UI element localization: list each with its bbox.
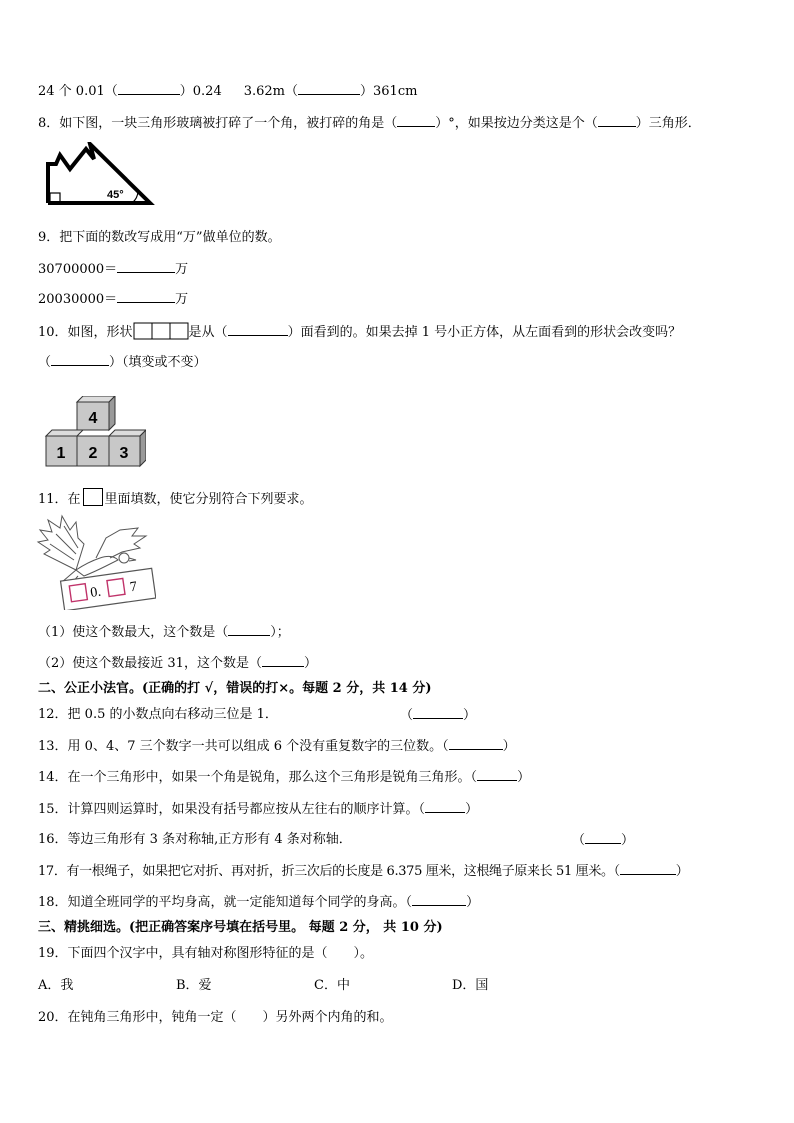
q9-line-1: 30700000＝ 万 [38, 262, 189, 277]
answer-blank[interactable] [413, 706, 463, 719]
question-17: 17．有一根绳子，如果把它对折、再对折，折三次后的长度是 6.375 厘米，这根绳子原来长 51 厘米。（ ） [38, 864, 689, 879]
question-19: 19．下面四个汉字中，具有轴对称图形特征的是（ ）。 [38, 946, 374, 961]
bird-card-illustration [36, 514, 156, 610]
question-20: 20．在钝角三角形中，钝角一定（ ）另外两个内角的和。 [38, 1010, 393, 1025]
question-9: 9．把下面的数改写成用“万”做单位的数。 [38, 230, 281, 245]
answer-blank[interactable] [620, 862, 676, 875]
card-text: 7 [129, 579, 139, 596]
answer-blank[interactable] [262, 654, 304, 667]
shape-three-squares [133, 322, 189, 340]
answer-blank[interactable] [412, 893, 466, 906]
question-10: 10．如图，形状 是从（ ）面看到的。如果去掉 1 号小正方体，从左面看到的形状会改变吗？ [38, 322, 681, 342]
option-d[interactable]: D．国 [452, 978, 489, 993]
fill-box-icon [83, 488, 103, 506]
answer-blank[interactable] [51, 353, 109, 366]
answer-blank[interactable] [228, 323, 288, 336]
question-12: 12．把 0.5 的小数点向右移动三位是 1． [38, 707, 278, 722]
right-angle-mark [50, 193, 60, 202]
card-text: 0. [89, 584, 103, 601]
answer-blank[interactable] [585, 831, 621, 844]
broken-triangle-figure [44, 142, 156, 206]
question-15: 15．计算四则运算时，如果没有括号都应按从左往右的顺序计算。（ ） [38, 802, 479, 817]
answer-paren: （ ） [572, 833, 635, 848]
q7-line: 24 个 0.01（ ）0.24 3.62m（ ）361cm [38, 84, 418, 99]
question-16: 16．等边三角形有 3 条对称轴,正方形有 4 条对称轴． [38, 832, 352, 847]
answer-blank[interactable] [477, 768, 517, 781]
option-a[interactable]: A．我 [38, 978, 74, 993]
answer-blank[interactable] [228, 623, 270, 636]
answer-blank[interactable] [449, 737, 503, 750]
q11-sub-2: （2）使这个数最接近 31，这个数是（ ） [38, 656, 317, 671]
q11-sub-1: （1）使这个数最大，这个数是（ ）； [38, 625, 290, 640]
question-14: 14．在一个三角形中，如果一个角是锐角，那么这个三角形是锐角三角形。（ ） [38, 770, 531, 785]
cube-label: 4 [88, 410, 98, 427]
q9-line-2: 20030000＝ 万 [38, 292, 189, 307]
option-b[interactable]: B．爱 [176, 978, 212, 993]
cube-label: 1 [56, 445, 66, 462]
cube-stack-figure [44, 396, 146, 468]
question-18: 18．知道全班同学的平均身高，就一定能知道每个同学的身高。（ ） [38, 895, 480, 910]
question-8: 8．如下图，一块三角形玻璃被打碎了一个角，被打碎的角是（ ）°，如果按边分类这是个（ ）三角形． [38, 116, 701, 131]
cube-label: 3 [119, 445, 129, 462]
answer-paren: （ ） [400, 708, 477, 723]
answer-blank[interactable] [118, 82, 180, 95]
angle-label: 45° [107, 189, 124, 201]
section-3-heading: 三、精挑细选。(把正确答案序号填在括号里。 每题 2 分， 共 10 分) [38, 920, 443, 935]
answer-blank[interactable] [397, 114, 435, 127]
answer-blank[interactable] [598, 114, 636, 127]
answer-blank[interactable] [117, 290, 175, 303]
question-13: 13．用 0、4、7 三个数字一共可以组成 6 个没有重复数字的三位数。（ ） [38, 739, 516, 754]
answer-blank[interactable] [425, 800, 465, 813]
answer-blank[interactable] [298, 82, 360, 95]
section-2-heading: 二、公正小法官。(正确的打 √，错误的打×。每题 2 分，共 14 分) [38, 681, 432, 696]
cube-label: 2 [88, 445, 98, 462]
question-11: 11．在 里面填数，使它分别符合下列要求。 [38, 488, 313, 509]
option-c[interactable]: C．中 [314, 978, 350, 993]
q10-line-2: （ ）（填变或不变） [38, 355, 207, 370]
answer-blank[interactable] [117, 260, 175, 273]
